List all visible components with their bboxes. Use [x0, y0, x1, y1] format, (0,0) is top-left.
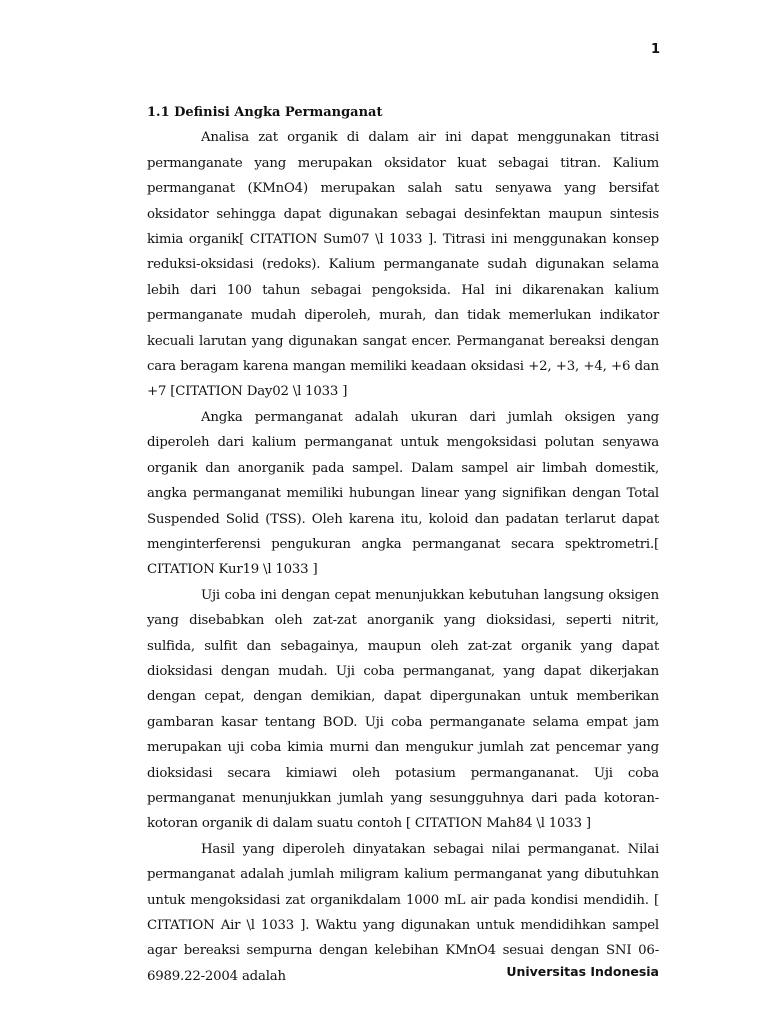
section-heading: 1.1 Definisi Angka Permanganat	[147, 105, 383, 120]
footer-institution: Universitas Indonesia	[506, 964, 659, 979]
paragraph-1: Analisa zat organik di dalam air ini dapat menggunakan titrasi permanganate yang merupakan oksidator kuat sebagai titran. Kalium permanganat (KMnO4) merupakan salah satu senyawa yang bersifat oksidator sehingga dapat digunakan sebagai desinfektan maupun sintesis kimia organik[ CITATION Sum07 \l 1033 ]. Titrasi ini menggunakan konsep reduksi-oksidasi (redoks). Kalium permanganate sudah digunakan selama lebih dari 100 tahun sebagai pengoksida. Hal ini dikarenakan kalium permanganate mudah diperoleh, murah, dan tidak memerlukan indikator kecuali larutan yang digunakan sangat encer. Permanganat bereaksi dengan cara beragam karena mangan memiliki keadaan oksidasi +2, +3, +4, +6 dan +7 [CITATION Day02 \l 1033 ]	[147, 130, 659, 400]
document-body	[147, 100, 659, 989]
paragraph-4: Hasil yang diperoleh dinyatakan sebagai nilai permanganat. Nilai permanganat adalah jumlah miligram kalium permanganat yang dibutuhkan untuk mengoksidasi zat organikdalam 1000 mL air pada kondisi mendidih. [ CITATION Air \l 1033 ]. Waktu yang digunakan untuk mendidihkan sampel agar bereaksi sempurna dengan kelebihan KMnO4 sesuai dengan SNI 06-6989.22-2004 adalah	[147, 841, 659, 984]
page-number: 1	[650, 42, 660, 57]
paragraph-2: Angka permanganat adalah ukuran dari jumlah oksigen yang diperoleh dari kalium permanganat untuk mengoksidasi polutan senyawa organik dan anorganik pada sampel. Dalam sampel air limbah domestik, angka permanganat memiliki hubungan linear yang signifikan dengan Total Suspended Solid (TSS). Oleh karena itu, koloid dan padatan terlarut dapat menginterferensi pengukuran angka permanganat secara spektrometri.[ CITATION Kur19 \l 1033 ]	[147, 409, 659, 578]
paragraph-3: Uji coba ini dengan cepat menunjukkan kebutuhan langsung oksigen yang disebabkan oleh zat-zat anorganik yang dioksidasi, seperti nitrit, sulfida, sulfit dan sebagainya, maupun oleh zat-zat organik yang dapat dioksidasi dengan mudah. Uji coba permanganat, yang dapat dikerjakan dengan cepat, dengan demikian, dapat dipergunakan untuk memberikan gambaran kasar tentang BOD. Uji coba permanganate selama empat jam merupakan uji coba kimia murni dan mengukur jumlah zat pencemar yang dioksidasi secara kimiawi oleh potasium permangananat. Uji coba permanganat menunjukkan jumlah yang sesungguhnya dari pada kotoran-kotoran organik di dalam suatu contoh [ CITATION Mah84 \l 1033 ]	[147, 587, 659, 832]
